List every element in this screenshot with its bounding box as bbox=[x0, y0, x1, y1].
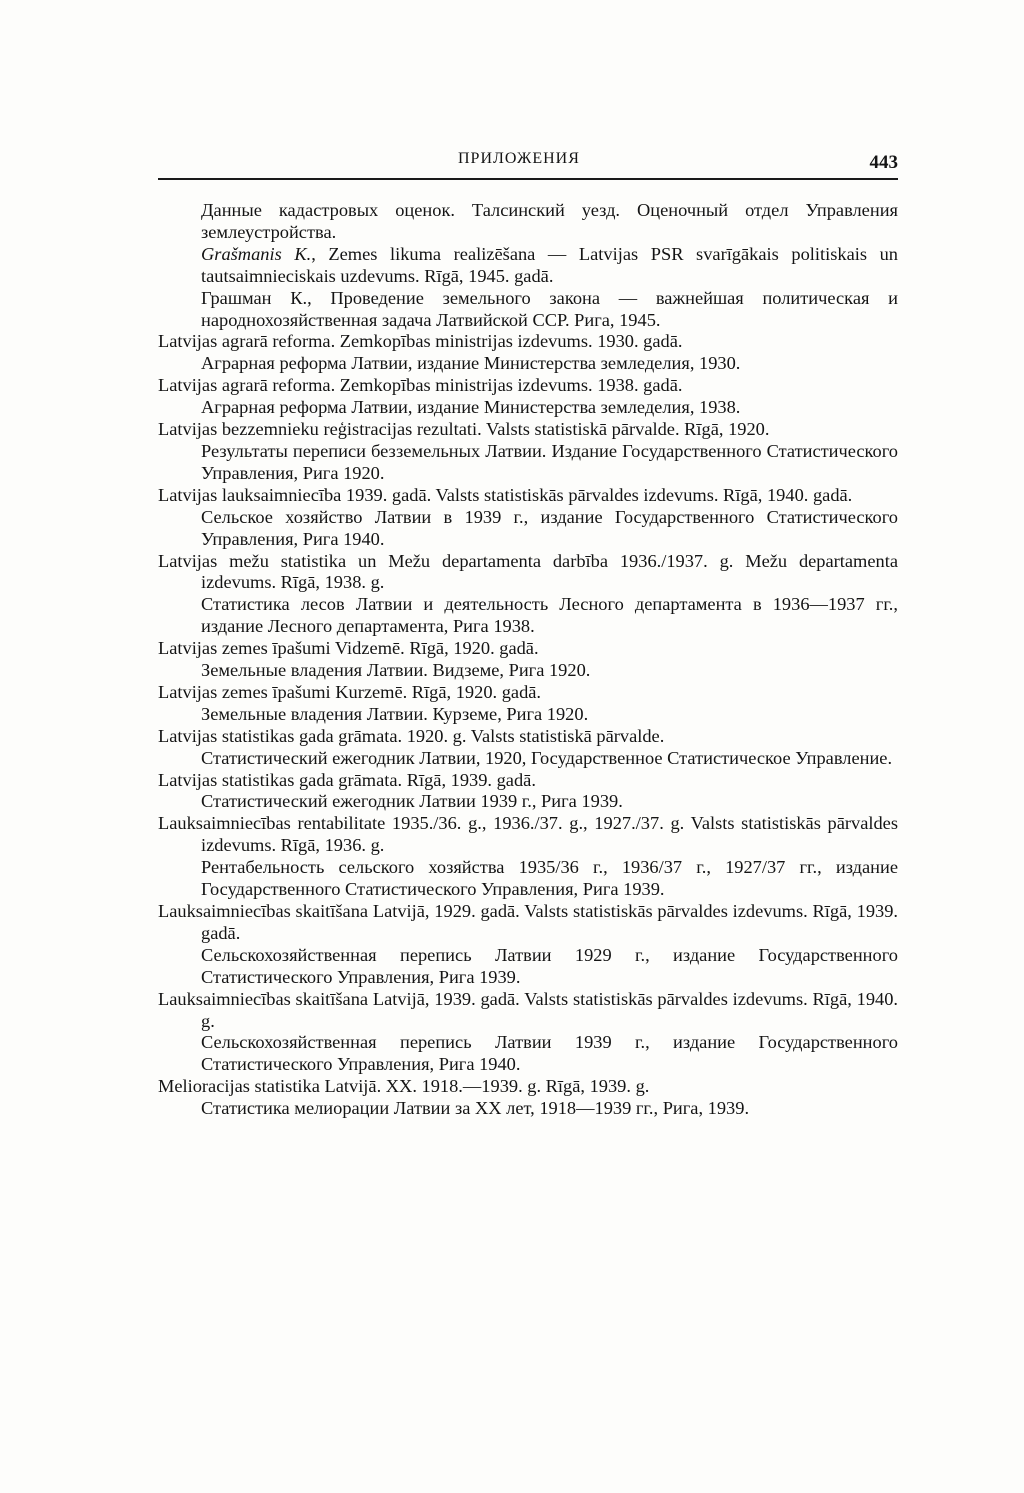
bibliography-entry bbox=[158, 1076, 898, 1120]
entry-title: Latvijas zemes īpašumi Vidzemē. Rīgā, 1920. gadā. bbox=[158, 638, 539, 659]
bibliography-entry bbox=[158, 813, 898, 901]
bibliography-entry bbox=[158, 989, 898, 1077]
entry-translation: Статистика мелиорации Латвии за XX лет, 1918—1939 гг., Рига, 1939. bbox=[201, 1098, 750, 1119]
page-header bbox=[158, 148, 898, 180]
entry-translation: Рентабельность сельского хозяйства 1935/36 г., 1936/37 г., 1927/37 гг., издание Государственного Статистического Управления, Рига 1939. bbox=[201, 857, 898, 900]
author-name: Grašmanis K. bbox=[201, 243, 312, 264]
bibliography-entry bbox=[158, 419, 898, 485]
entry-translation: Статистический ежегодник Латвии, 1920, Государственное Статистическое Управление. bbox=[201, 747, 893, 768]
entry-title: Melioracijas statistika Latvijā. XX. 1918.—1939. g. Rīgā, 1939. g. bbox=[158, 1076, 650, 1097]
bibliography-entry bbox=[158, 726, 898, 770]
entry-title: Lauksaimniecības skaitīšana Latvijā, 1939. gadā. Valsts statistiskās pārvaldes izdevums. Rīgā, 1940. g. bbox=[158, 988, 898, 1031]
entry-title: Latvijas agrarā reforma. Zemkopības ministrijas izdevums. 1930. gadā. bbox=[158, 331, 683, 352]
entry-title: Lauksaimniecības rentabilitate 1935./36. g., 1936./37. g., 1927./37. g. Valsts statistiskās pārvaldes izdevums. Rīgā, 1936. g. bbox=[158, 813, 898, 856]
running-title: ПРИЛОЖЕНИЯ bbox=[458, 150, 580, 167]
entry-translation: Статистический ежегодник Латвии 1939 г., Рига 1939. bbox=[201, 791, 623, 812]
entry-title: Lauksaimniecības skaitīšana Latvijā, 1929. gadā. Valsts statistiskās pārvaldes izdevums. Rīgā, 1939. gadā. bbox=[158, 901, 898, 943]
intro-block bbox=[158, 200, 898, 331]
bibliography-entry bbox=[158, 901, 898, 989]
entry-translation: Статистика лесов Латвии и деятельность Лесного департамента в 1936—1937 гг., издание Лесного департамента, Рига 1938. bbox=[201, 594, 898, 637]
bibliography-entry bbox=[158, 551, 898, 639]
bibliography-entry bbox=[158, 770, 898, 814]
entry-list bbox=[158, 331, 898, 1120]
entry-translation: Сельскохозяйственная перепись Латвии 1929 г., издание Государственного Статистического Управления, Рига 1939. bbox=[201, 944, 898, 987]
entry-translation: Аграрная реформа Латвии, издание Министерства земледелия, 1930. bbox=[201, 353, 741, 374]
entry-translation: Земельные владения Латвии. Видземе, Рига 1920. bbox=[201, 660, 591, 681]
entry-title: Latvijas statistikas gada grāmata. 1920. g. Valsts statistiskā pārvalde. bbox=[158, 725, 665, 746]
bibliography-entry bbox=[158, 375, 898, 419]
entry-title: Latvijas mežu statistika un Mežu departamenta darbība 1936./1937. g. Mežu departamenta izdevums. Rīgā, 1938. g. bbox=[158, 550, 898, 593]
entry-title: Latvijas lauksaimniecība 1939. gadā. Valsts statistiskās pārvaldes izdevums. Rīgā, 1940. gadā. bbox=[158, 484, 853, 505]
page-number: 443 bbox=[869, 152, 898, 173]
entry-title: Latvijas bezzemnieku reģistracijas rezultati. Valsts statistiskā pārvalde. Rīgā, 1920. bbox=[158, 419, 770, 440]
bibliography-entry bbox=[158, 638, 898, 682]
entry-latvian: , Zemes likuma realizēšana — Latvijas PSR svarīgākais politiskais un tautsaimnieciskais uzdevums. Rīgā, 1945. gadā. bbox=[201, 243, 898, 286]
bibliography-list bbox=[158, 200, 898, 1120]
bibliography-entry bbox=[158, 485, 898, 551]
entry-translation: Земельные владения Латвии. Курземе, Рига 1920. bbox=[201, 703, 589, 724]
entry-title: Latvijas statistikas gada grāmata. Rīgā, 1939. gadā. bbox=[158, 769, 536, 790]
entry-title: Latvijas zemes īpašumi Kurzemē. Rīgā, 1920. gadā. bbox=[158, 681, 542, 702]
entry-translation: Результаты переписи безземельных Латвии. Издание Государственного Статистического Управления, Рига 1920. bbox=[201, 440, 898, 483]
entry-translation: Сельское хозяйство Латвии в 1939 г., издание Государственного Статистического Управления, Рига 1940. bbox=[201, 506, 898, 549]
document-page bbox=[158, 148, 898, 1120]
grasmanis-entry bbox=[201, 244, 898, 288]
intro-line: Данные кадастровых оценок. Талсинский уезд. Оценочный отдел Управления землеустройства. bbox=[201, 200, 898, 242]
entry-translation: Аграрная реформа Латвии, издание Министерства земледелия, 1938. bbox=[201, 397, 741, 418]
entry-translation: Грашман К., Проведение земельного закона — важнейшая политическая и народнохозяйственная задача Латвийской ССР. Рига, 1945. bbox=[201, 287, 898, 330]
entry-translation: Сельскохозяйственная перепись Латвии 1939 г., издание Государственного Статистического Управления, Рига 1940. bbox=[201, 1032, 898, 1075]
entry-title: Latvijas agrarā reforma. Zemkopības ministrijas izdevums. 1938. gadā. bbox=[158, 375, 683, 396]
bibliography-entry bbox=[158, 331, 898, 375]
bibliography-entry bbox=[158, 682, 898, 726]
